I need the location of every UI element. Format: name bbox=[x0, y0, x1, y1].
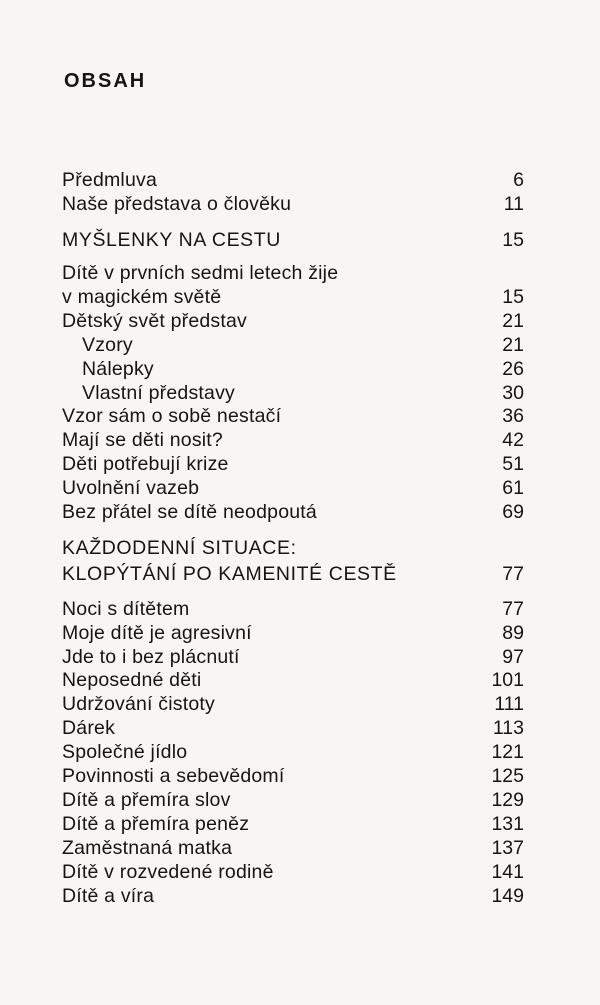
toc-entry bbox=[62, 452, 524, 476]
toc-entry-page: 69 bbox=[502, 501, 524, 523]
toc-entry bbox=[62, 884, 524, 908]
toc-entry bbox=[62, 645, 524, 669]
toc-entry bbox=[62, 597, 524, 621]
toc-subentry bbox=[62, 381, 524, 405]
toc-entry-title: Vlastní představy bbox=[82, 382, 235, 404]
toc-section-heading bbox=[62, 228, 524, 252]
toc-entry-title: Dítě a přemíra peněz bbox=[62, 813, 250, 835]
page-title: OBSAH bbox=[64, 70, 147, 92]
toc-entry-title: Vzory bbox=[82, 334, 133, 356]
toc-entry-title: Dítě a přemíra slov bbox=[62, 789, 231, 811]
toc-entry bbox=[62, 261, 524, 285]
toc-entry-title: Dítě v prvních sedmi letech žije bbox=[62, 262, 339, 284]
toc-entry-title: Předmluva bbox=[62, 169, 158, 191]
toc-entry-page: 51 bbox=[502, 453, 524, 475]
toc-entry bbox=[62, 621, 524, 645]
toc-entry-title: Děti potřebují krize bbox=[62, 453, 229, 475]
toc-entry-title: Mají se děti nosit? bbox=[62, 429, 223, 451]
toc-entry bbox=[62, 668, 524, 692]
toc-subentry bbox=[62, 357, 524, 381]
toc-entry-page: 6 bbox=[513, 169, 524, 191]
toc-entry-page: 125 bbox=[491, 765, 524, 787]
toc-entry-title: Jde to i bez plácnutí bbox=[62, 646, 240, 668]
toc-entry-page: 89 bbox=[502, 622, 524, 644]
toc-entry-title: Dítě a víra bbox=[62, 885, 155, 907]
toc-entry-title: Bez přátel se dítě neodpoutá bbox=[62, 501, 317, 523]
toc-entry-title: Nálepky bbox=[82, 358, 154, 380]
toc-entry-page: 101 bbox=[491, 669, 524, 691]
toc-entry-title: Noci s dítětem bbox=[62, 598, 190, 620]
toc-entry bbox=[62, 428, 524, 452]
toc-entry-page: 137 bbox=[491, 837, 524, 859]
toc-entry bbox=[62, 764, 524, 788]
toc-entry-page: 141 bbox=[491, 861, 524, 883]
toc-entry-page: 113 bbox=[492, 717, 524, 739]
toc-entry bbox=[62, 500, 524, 524]
toc-entry bbox=[62, 285, 524, 309]
toc-entry bbox=[62, 716, 524, 740]
toc-entry-title: Udržování čistoty bbox=[62, 693, 215, 715]
toc-section-title: MYŠLENKY NA CESTU bbox=[62, 229, 281, 251]
toc-entry-page: 26 bbox=[502, 358, 524, 380]
toc-entry-title: Neposedné děti bbox=[62, 669, 202, 691]
toc-entry bbox=[62, 692, 524, 716]
toc-entry-page: 15 bbox=[502, 286, 524, 308]
toc-entry-title: Společné jídlo bbox=[62, 741, 188, 763]
toc-entry bbox=[62, 788, 524, 812]
toc-entry-title: Uvolnění vazeb bbox=[62, 477, 200, 499]
toc-entry-page: 77 bbox=[502, 563, 524, 585]
toc-entry-page: 36 bbox=[502, 405, 524, 427]
toc-entry-title: Dárek bbox=[62, 717, 116, 739]
toc-subentry bbox=[62, 333, 524, 357]
toc-entry-title: Moje dítě je agresivní bbox=[62, 622, 252, 644]
toc-entry-page: 21 bbox=[502, 334, 524, 356]
toc-entry-page: 131 bbox=[491, 813, 524, 835]
toc-entry-title: Povinnosti a sebevědomí bbox=[62, 765, 285, 787]
toc-entry-title: Dítě v rozvedené rodině bbox=[62, 861, 274, 883]
toc-entry-page: 149 bbox=[491, 885, 524, 907]
toc-entry bbox=[62, 192, 524, 216]
toc-entry-page: 15 bbox=[502, 229, 524, 251]
toc-entry bbox=[62, 168, 524, 192]
toc-entry-page: 11 bbox=[503, 193, 524, 215]
toc-entry bbox=[62, 476, 524, 500]
toc-section-title: KLOPÝTÁNÍ PO KAMENITÉ CESTĚ bbox=[62, 563, 397, 585]
toc-entry-title: Vzor sám o sobě nestačí bbox=[62, 405, 282, 427]
toc-entry-page: 121 bbox=[491, 741, 524, 763]
toc-section-heading bbox=[62, 536, 524, 560]
toc-section-heading bbox=[62, 562, 524, 586]
toc-entry-page: 21 bbox=[502, 310, 524, 332]
toc-entry bbox=[62, 740, 524, 764]
toc-entry-title: Zaměstnaná matka bbox=[62, 837, 233, 859]
toc-entry-page: 97 bbox=[502, 646, 524, 668]
toc-entry-page: 129 bbox=[491, 789, 524, 811]
toc-entry bbox=[62, 812, 524, 836]
toc-entry bbox=[62, 836, 524, 860]
toc-entry-page: 111 bbox=[494, 693, 524, 715]
toc-entry-title: Naše představa o člověku bbox=[62, 193, 292, 215]
toc-entry-title: Dětský svět představ bbox=[62, 310, 247, 332]
toc-entry-page: 42 bbox=[502, 429, 524, 451]
toc-entry-page: 61 bbox=[502, 477, 524, 499]
toc-entry-title: v magickém světě bbox=[62, 286, 222, 308]
toc-entry bbox=[62, 404, 524, 428]
toc-entry bbox=[62, 860, 524, 884]
toc-entry-page: 77 bbox=[502, 598, 524, 620]
toc-section-title: KAŽDODENNÍ SITUACE: bbox=[62, 537, 297, 559]
toc-entry-page: 30 bbox=[502, 382, 524, 404]
toc-entry bbox=[62, 309, 524, 333]
